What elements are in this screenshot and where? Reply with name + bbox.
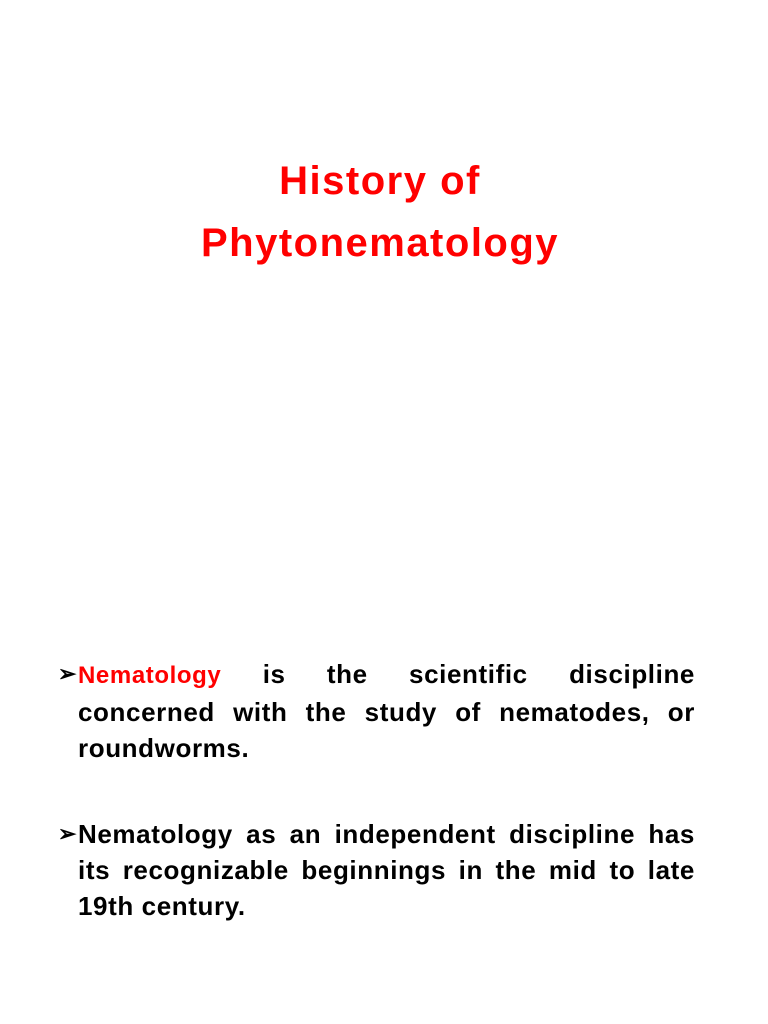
title-line-1: History of xyxy=(279,159,481,203)
title-line-2: Phytonematology xyxy=(200,221,560,265)
bullet-item-beginnings xyxy=(58,816,695,924)
bullet-text: is the scientific discipline concerned with the study of nematodes, or roundworms. xyxy=(78,659,695,763)
slide-title xyxy=(0,150,760,274)
arrow-bullet-icon: ➢ xyxy=(58,661,78,686)
highlighted-term: Nematology xyxy=(78,662,222,689)
arrow-bullet-icon: ➢ xyxy=(58,821,78,846)
bullet-list xyxy=(58,656,695,924)
bullet-text: Nematology as an independent discipline has its recognizable beginnings in the mid to late 19th century. xyxy=(78,819,695,921)
bullet-item-definition xyxy=(58,656,695,766)
